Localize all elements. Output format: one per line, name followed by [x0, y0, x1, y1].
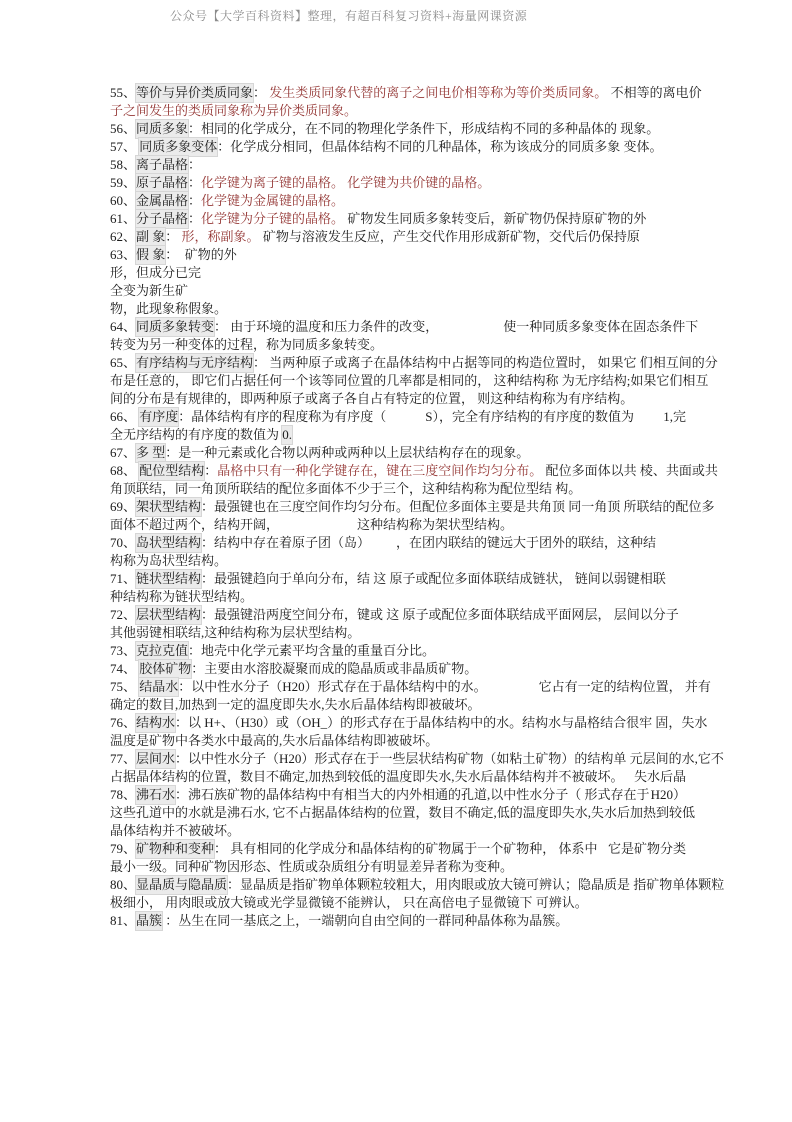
text-line: [110, 876, 725, 894]
text-segment: 配位多面体以共 棱、共面或共: [542, 463, 718, 478]
text-segment: 角顶联结，同一角顶所联结的配位多面体不少于三个，这种结构称为配位型结 构。: [110, 481, 582, 496]
text-segment: 62、: [110, 229, 137, 244]
text-line: [110, 84, 702, 102]
text-segment: 71、: [110, 571, 137, 586]
text-segment: 物，此现象称假象。: [110, 301, 228, 316]
term-label: 胶体矿物: [139, 661, 192, 676]
document-lines: [110, 84, 725, 930]
text-line: [110, 840, 686, 858]
text-line: [110, 768, 686, 786]
text-line: [110, 264, 686, 282]
text-segment: 67、: [110, 445, 137, 460]
text-segment: 它占有一定的结构位置， 并有: [486, 679, 711, 694]
text-segment: 占据晶体结构的位置，数目不确定,加热到较低的温度即失水,失水后晶体结构并不被破坏。: [110, 769, 624, 784]
text-segment: 矿物与溶液发生反应，产生交代作用形成新矿物，交代后仍保持原: [259, 229, 640, 244]
text-segment: ：化学成分相同，但晶体结构不同的几种晶体，称为该成分的同质多象 变体。: [217, 139, 663, 154]
text-segment: 78、: [110, 787, 137, 802]
text-segment: ：: [188, 157, 202, 172]
term-label: 层状型结构: [136, 607, 202, 622]
text-line: [110, 354, 718, 372]
text-line: [110, 192, 686, 210]
text-segment: ：以 H+、（H30）或（OH_）的形式存在于晶体结构中的水。结构水与晶格结合很牢 固，失水: [175, 715, 708, 730]
text-segment: 75、: [110, 679, 140, 694]
term-label: 假 象: [136, 247, 166, 262]
term-label: 金属晶格: [136, 193, 189, 208]
text-segment: 确定的数目,加热到一定的温度即失水,失水后晶体结构即被破坏。: [110, 697, 481, 712]
text-line: [110, 300, 686, 318]
text-line: [110, 462, 718, 480]
term-label: 克拉克值: [136, 643, 189, 658]
term-label: 结晶水: [139, 679, 179, 694]
text-segment: ：主要由水溶胶凝聚而成的隐晶质或非晶质矿物。: [191, 661, 478, 676]
text-line: [110, 696, 686, 714]
text-segment: ：最强键趋向于单向分布，结 这 原子或配位多面体联结成链状， 链间以弱键相联: [201, 571, 666, 586]
text-segment: 57、: [110, 139, 140, 154]
text-line: [110, 246, 686, 264]
term-label: 同质多象: [136, 121, 189, 136]
term-label: 有序结构与无序结构: [136, 355, 254, 370]
text-segment: ：: [188, 193, 202, 208]
text-line: [110, 210, 686, 228]
text-segment: ：以中性水分子（H20）形式存在于晶体结构中的水。: [178, 679, 487, 694]
term-label: 0.: [282, 427, 293, 442]
text-line: [110, 606, 686, 624]
text-line: [110, 822, 686, 840]
text-line: [110, 894, 686, 912]
text-line: [110, 534, 686, 552]
text-line: [110, 426, 686, 444]
text-segment: 1,完: [663, 409, 686, 424]
text-line: [110, 642, 686, 660]
text-line: [110, 804, 696, 822]
text-segment: ：结构中存在着原子团（岛）: [201, 535, 371, 550]
term-label: 配位型结构: [139, 463, 205, 478]
term-label: 晶簇: [136, 913, 163, 928]
text-line: [110, 228, 686, 246]
text-segment: 温度是矿物中各类水中最高的,失水后晶体结构即被破坏。: [110, 733, 439, 748]
text-segment: 化学键为金属键的晶格。: [201, 193, 345, 208]
text-line: [110, 786, 686, 804]
text-segment: 65、: [110, 355, 137, 370]
text-segment: 全无序结构的有序度的数值为: [110, 427, 283, 442]
text-segment: 转变为另一种变体的过程，称为同质多象转变。: [110, 337, 384, 352]
text-segment: 60、: [110, 193, 137, 208]
text-segment: ：最强键沿两度空间分布，键或 这 原子或配位多面体联结成平面网层， 层间以分子: [201, 607, 679, 622]
text-line: [110, 588, 686, 606]
text-segment: 55、: [110, 85, 137, 100]
text-segment: ：最强键也在三度空间作均匀分布。但配位多面体主要是共角顶 同一角顶 所联结的配位多: [201, 499, 715, 514]
term-label: 矿物种和变种: [136, 841, 215, 856]
text-segment: 使一种同质多象变体在固态条件下: [438, 319, 699, 334]
text-line: [110, 498, 715, 516]
text-segment: 77、: [110, 751, 137, 766]
text-line: [110, 408, 686, 426]
text-segment: ：: [165, 247, 185, 262]
text-line: [110, 102, 686, 120]
text-segment: 矿物的外: [184, 247, 237, 262]
text-segment: ：: [253, 85, 267, 100]
text-segment: 66、: [110, 409, 140, 424]
text-segment: 它是矿物分类: [607, 841, 686, 856]
text-segment: 58、: [110, 157, 137, 172]
text-segment: 最小一级。同种矿物因形态、性质或杂质组分有明显差异者称为变种。: [110, 859, 514, 874]
term-label: 层间水: [136, 751, 176, 766]
text-line: [110, 444, 686, 462]
text-line: [110, 570, 686, 588]
text-line: [110, 480, 686, 498]
text-segment: ： 当两种原子或离子在晶体结构中占据等同的构造位置时， 如果它 们相互间的分: [253, 355, 718, 370]
text-segment: 这种结构称为架状型结构。: [279, 517, 514, 532]
text-segment: 59、: [110, 175, 137, 190]
text-line: [110, 138, 686, 156]
text-line: [110, 372, 709, 390]
text-segment: 间的分布是有规律的，即两种原子或离子各自占有特定的位置， 则这种结构称为有序结构。: [110, 391, 634, 406]
text-segment: ： 由于环境的温度和压力条件的改变，: [214, 319, 439, 334]
text-segment: 69、: [110, 499, 137, 514]
text-line: [110, 318, 699, 336]
text-segment: 全变为新生矿: [110, 283, 189, 298]
text-line: [110, 390, 686, 408]
text-segment: 化学键为离子键的晶格。 化学键为共价键的晶格。: [201, 175, 491, 190]
text-line: [110, 624, 686, 642]
text-segment: 63、: [110, 247, 137, 262]
text-line: [110, 156, 686, 174]
term-label: 分子晶格: [136, 211, 189, 226]
text-segment: ：: [188, 211, 202, 226]
text-segment: 形，称副象。: [181, 229, 260, 244]
text-line: [110, 678, 711, 696]
text-segment: 发生类质同象代替的离子之间电价相等称为等价类质同象。: [266, 85, 608, 100]
text-segment: 种结构称为链状型结构。: [110, 589, 254, 604]
text-segment: ：丛生在同一基底之上，一端朝向自由空间的一群同种晶体称为晶簇。: [162, 913, 569, 928]
text-segment: 73、: [110, 643, 137, 658]
text-segment: ，在团内联结的键远大于团外的联结，这种结: [370, 535, 657, 550]
text-line: [110, 336, 686, 354]
text-segment: 形，但成分已完: [110, 265, 202, 280]
text-segment: 极细小， 用肉眼或放大镜或光学显微镜不能辨认， 只在高倍电子显微镜下 可辨认。: [110, 895, 588, 910]
text-segment: 其他弱键相联结,这种结构称为层状型结构。: [110, 625, 361, 640]
text-line: [110, 282, 686, 300]
text-segment: 81、: [110, 913, 137, 928]
text-segment: 加热到较低: [630, 805, 696, 820]
text-segment: ：: [204, 463, 218, 478]
text-segment: 晶格中只有一种化学键存在，键在三度空间作均匀分布。: [217, 463, 543, 478]
text-segment: 79、: [110, 841, 137, 856]
text-line: [110, 858, 686, 876]
term-label: 副 象: [136, 229, 166, 244]
text-line: [110, 552, 686, 570]
text-segment: H20）: [650, 787, 686, 802]
term-label: 沸石水: [136, 787, 176, 802]
text-segment: 构称为岛状型结构。: [110, 553, 228, 568]
text-line: [110, 120, 686, 138]
text-segment: 68、: [110, 463, 140, 478]
term-label: 显晶质与隐晶质: [136, 877, 228, 892]
term-label: 有序度: [139, 409, 179, 424]
text-segment: 64、: [110, 319, 137, 334]
text-segment: 矿物发生同质多象转变后，新矿物仍保持原矿物的外: [344, 211, 647, 226]
text-line: [110, 912, 686, 930]
term-label: 同质多象转变: [136, 319, 215, 334]
text-segment: 这些孔道中的水就是沸石水, 它不占据晶体结构的位置，数目不确定,低的温度即失水,失水后: [110, 805, 631, 820]
text-segment: ：沸石族矿物的晶体结构中有相当大的内外相通的孔道,以中性水分子（ 形式存在于: [175, 787, 650, 802]
text-segment: ：: [165, 229, 182, 244]
text-segment: ：显晶质是指矿物单体颗粒较粗大，用肉眼或放大镜可辨认；隐晶质是 指矿物单体颗粒: [227, 877, 725, 892]
text-line: [110, 714, 708, 732]
text-segment: 电价: [675, 85, 702, 100]
term-label: 链状型结构: [136, 571, 202, 586]
term-label: 架状型结构: [136, 499, 202, 514]
text-line: [110, 516, 686, 534]
term-label: 等价与异价类质同象: [136, 85, 254, 100]
page-header-note: 公众号【大学百科资料】整理，有超百科复习资料+海量网课资源: [170, 9, 528, 23]
text-line: [110, 174, 686, 192]
text-segment: 74、: [110, 661, 140, 676]
term-label: 结构水: [136, 715, 176, 730]
text-segment: 面体不超过两个，结构开阔，: [110, 517, 280, 532]
text-segment: ： 具有相同的化学成分和晶体结构的矿物属于一个矿物种， 体系中: [214, 841, 598, 856]
text-line: [110, 732, 686, 750]
text-segment: 晶体结构并不被破坏。: [110, 823, 241, 838]
text-segment: 76、: [110, 715, 137, 730]
text-segment: ：是一种元素或化合物以两种或两种以上层状结构存在的现象。: [165, 445, 530, 460]
text-segment: ：地壳中化学元素平均含量的重量百分比。: [188, 643, 436, 658]
text-segment: ：以中性水分子（H20）形式存在于一些层状结构矿物（如粘土矿物）的结构单 元层间的水,它不: [175, 751, 724, 766]
text-segment: ：相同的化学成分，在不同的物理化学条件下，形成结构不同的多种晶体的 现象。: [188, 121, 660, 136]
term-label: 离子晶格: [136, 157, 189, 172]
text-segment: 布是任意的， 即它们占据任何一个该等同位置的几率都是相同的， 这种结构称 为无序结构;如果它们相互: [110, 373, 709, 388]
text-line: [110, 660, 686, 678]
term-label: 岛状型结构: [136, 535, 202, 550]
term-label: 多 型: [136, 445, 166, 460]
text-segment: 56、: [110, 121, 137, 136]
text-segment: 70、: [110, 535, 137, 550]
text-segment: ：晶体结构有序的程度称为有序度（ S），完全有序结构的有序度的数值为: [178, 409, 635, 424]
text-segment: 失水后晶: [633, 769, 686, 784]
text-segment: 化学键为分子键的晶格。: [201, 211, 345, 226]
text-segment: 不相等的离: [607, 85, 676, 100]
text-segment: 子之间发生的类质同象称为异价类质同象。: [110, 103, 358, 118]
text-line: [110, 750, 724, 768]
term-label: 同质多象变体: [139, 139, 218, 154]
text-segment: 80、: [110, 877, 137, 892]
text-segment: 72、: [110, 607, 137, 622]
text-segment: 61、: [110, 211, 137, 226]
term-label: 原子晶格: [136, 175, 189, 190]
text-segment: ：: [188, 175, 202, 190]
